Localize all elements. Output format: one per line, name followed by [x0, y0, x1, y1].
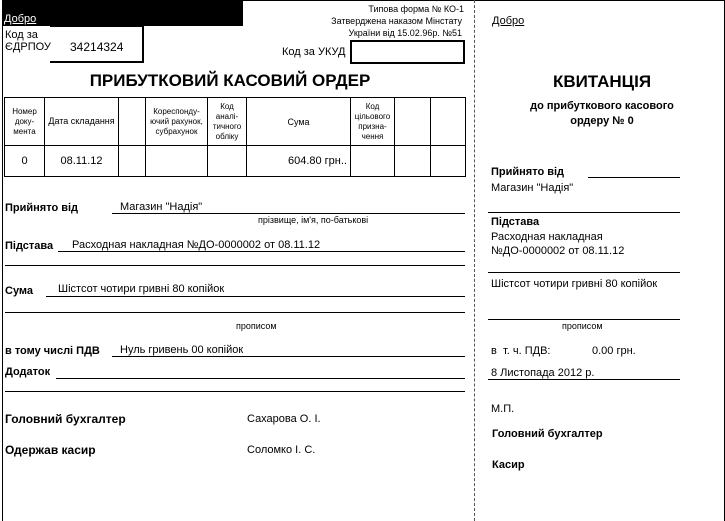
receipt-sum-line [488, 319, 680, 320]
link-dobro-right[interactable]: Добро [492, 15, 525, 27]
receipt-basis-line1: Расходная накладная [491, 231, 603, 243]
vat-label: в тому числі ПДВ [5, 345, 100, 357]
col-doc-number: Номер доку-мента [5, 98, 45, 146]
cell-analytic-code [208, 146, 247, 177]
attachment-line-2 [5, 391, 465, 392]
form-date-line: України від 15.02.96р. №51 [348, 28, 462, 38]
sum-line-2 [5, 312, 465, 313]
name-hint: прізвище, ім'я, по-батькові [258, 215, 369, 225]
edrpou-label-1: Код за [5, 29, 38, 41]
cell-purpose-code [351, 146, 395, 177]
edrpou-label-2: ЄДРПОУ [5, 41, 51, 53]
basis-line-2 [5, 265, 465, 266]
attachment-label: Додаток [5, 366, 51, 378]
receipt-subtitle-1: до прибуткового касового [530, 100, 674, 112]
cell-date: 08.11.12 [45, 146, 119, 177]
receipt-sum-value: Шістсот чотири гривні 80 копійок [491, 278, 658, 290]
receipt-basis-line [488, 272, 680, 273]
basis-value: Расходная накладная №ДО-0000002 от 08.11.12 [72, 239, 321, 251]
sum-label: Сума [5, 285, 34, 297]
cell-empty-3 [431, 146, 466, 177]
chief-accountant-label: Головний бухгалтер [5, 412, 126, 426]
receipt-stamp: М.П. [491, 403, 515, 415]
received-from-value: Магазин "Надія" [120, 201, 203, 213]
left-border [2, 0, 3, 521]
col-date: Дата складання [45, 98, 119, 146]
chief-accountant-name: Сахарова О. І. [247, 413, 321, 425]
col-empty-2 [395, 98, 431, 146]
order-title: ПРИБУТКОВИЙ КАСОВИЙ ОРДЕР [89, 71, 371, 90]
receipt-chief-accountant-label: Головний бухгалтер [492, 428, 603, 440]
vat-line [112, 356, 465, 357]
col-empty-1 [119, 98, 146, 146]
col-sum: Сума [247, 98, 351, 146]
cell-doc-number: 0 [5, 146, 45, 177]
sum-line [46, 296, 465, 297]
header-bar [2, 1, 243, 26]
cell-account [146, 146, 208, 177]
link-dobro-left[interactable]: Добро [4, 13, 37, 25]
received-from-line [112, 213, 465, 214]
cut-line [474, 0, 475, 521]
receipt-received-from-line [588, 177, 680, 178]
receipt-received-from-value: Магазин "Надія" [491, 182, 574, 194]
cashier-name: Соломко І. С. [247, 444, 316, 456]
table-row [5, 146, 466, 177]
ukud-label: Код за УКУД [282, 46, 346, 58]
receipt-basis-label: Підстава [491, 216, 540, 228]
receipt-date-line [488, 379, 680, 380]
table-header-row [5, 98, 466, 146]
sum-value: Шістсот чотири гривні 80 копійок [58, 283, 225, 295]
receipt-basis-line2: №ДО-0000002 от 08.11.12 [491, 245, 625, 257]
receipt-vat-label: в т. ч. ПДВ: [491, 345, 551, 357]
attachment-line [56, 378, 465, 379]
receipt-subtitle-2: ордеру № 0 [570, 115, 634, 127]
receipt-vat-value: 0.00 грн. [592, 345, 636, 357]
col-analytic-code: Код аналі-тичного обліку [208, 98, 247, 146]
cashier-label: Одержав касир [5, 443, 96, 457]
cell-empty-2 [395, 146, 431, 177]
received-from-label: Прийнято від [5, 202, 79, 214]
in-words-hint: прописом [236, 321, 277, 331]
basis-line [58, 251, 465, 252]
form-approval-line: Затверджена наказом Мінстату [331, 16, 462, 26]
ukud-code-box [350, 40, 465, 64]
vat-value: Нуль гривень 00 копійок [120, 344, 244, 356]
form-type-line: Типова форма № КО-1 [368, 4, 464, 14]
receipt-title: КВИТАНЦІЯ [552, 72, 652, 91]
col-account: Кореспонду-ючий рахунок, субрахунок [146, 98, 208, 146]
receipt-in-words-hint: прописом [562, 321, 603, 331]
col-purpose-code: Код цільового призна-чення [351, 98, 395, 146]
receipt-received-from-label: Прийнято від [491, 166, 565, 178]
receipt-cashier-label: Касир [492, 459, 525, 471]
col-empty-3 [431, 98, 466, 146]
cell-sum: 604.80 грн.. [247, 146, 351, 177]
basis-label: Підстава [5, 240, 54, 252]
order-table [4, 97, 466, 177]
receipt-date: 8 Листопада 2012 р. [491, 367, 595, 379]
edrpou-code: 34214324 [70, 40, 124, 54]
cell-empty-1 [119, 146, 146, 177]
edrpou-code-box [50, 26, 144, 63]
receipt-received-from-line-2 [488, 212, 680, 213]
